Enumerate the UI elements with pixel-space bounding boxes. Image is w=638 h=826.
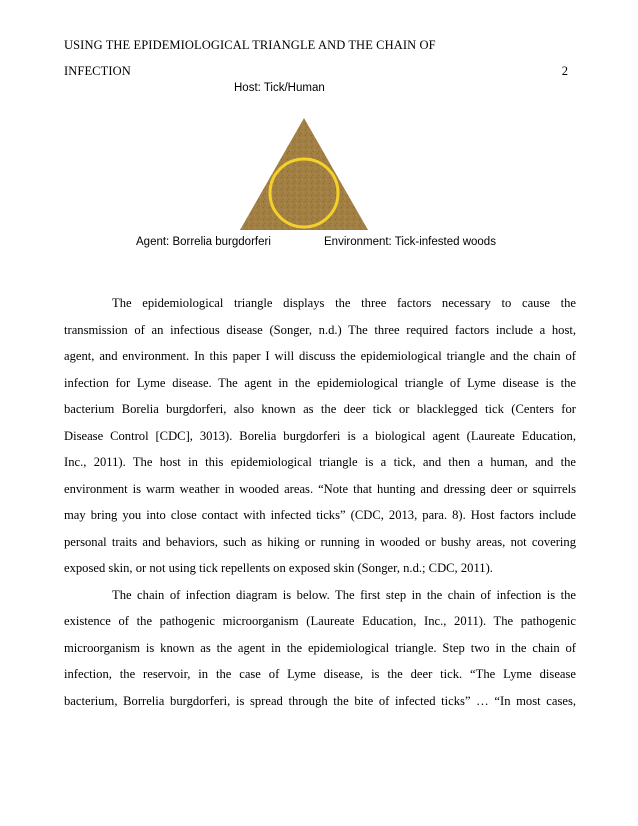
triangle-diagram-svg <box>238 116 370 232</box>
text-line: bacterium, Borrelia burgdorferi, is spread through the bite of infected ticks” … “In most cases, <box>64 693 576 708</box>
text-line: personal traits and behaviors, such as hiking or running in wooded or bushy areas, not covering <box>64 534 576 549</box>
paragraph-2 <box>64 582 576 715</box>
agent-label: Agent: Borrelia burgdorferi <box>136 236 271 248</box>
text-line: microorganism is known as the agent in the epidemiological triangle. Step two in the chain of <box>64 640 576 655</box>
text-line: infection for Lyme disease. The agent in the epidemiological triangle of Lyme disease is the <box>64 375 576 390</box>
text-line: The chain of infection diagram is below. The first step in the chain of infection is the <box>112 587 576 602</box>
text-line: bacterium Borelia burgdorferi, also known as the deer tick or blacklegged tick (Centers for <box>64 402 576 416</box>
text-line: environment is warm weather in wooded areas. “Note that hunting and dressing deer or squirrels <box>64 481 576 496</box>
page-number: 2 <box>561 64 568 78</box>
body-text <box>64 290 576 714</box>
text-line: exposed skin, or not using tick repellents on exposed skin (Songer, n.d.; CDC, 2011). <box>64 561 493 575</box>
epidemiological-triangle <box>238 116 370 237</box>
text-line: transmission of an infectious disease (Songer, n.d.) The three required factors include a host, <box>64 322 576 337</box>
text-line: Inc., 2011). The host in this epidemiological triangle is a tick, and then a human, and the <box>64 455 576 469</box>
text-line: agent, and environment. In this paper I will discuss the epidemiological triangle and the chain of <box>64 349 576 363</box>
text-line: The epidemiological triangle displays the three factors necessary to cause the <box>112 296 576 310</box>
environment-label: Environment: Tick-infested woods <box>324 236 496 248</box>
triangle-shape <box>240 118 368 230</box>
paragraph-1 <box>64 290 576 582</box>
text-line: infection, the reservoir, in the case of Lyme disease, is the deer tick. “The Lyme disease <box>64 667 576 681</box>
host-label: Host: Tick/Human <box>234 82 325 94</box>
running-head-line-1: USING THE EPIDEMIOLOGICAL TRIANGLE AND THE CHAIN OF <box>64 38 436 52</box>
running-head-line-2: INFECTION <box>64 64 131 78</box>
text-line: may bring you into close contact with infected ticks” (CDC, 2013, para. 8). Host factors include <box>64 508 576 522</box>
text-line: Disease Control [CDC], 3013). Borelia burgdorferi is a biological agent (Laureate Education, <box>64 428 576 443</box>
text-line: existence of the pathogenic microorganism (Laureate Education, Inc., 2011). The pathogenic <box>64 614 576 628</box>
